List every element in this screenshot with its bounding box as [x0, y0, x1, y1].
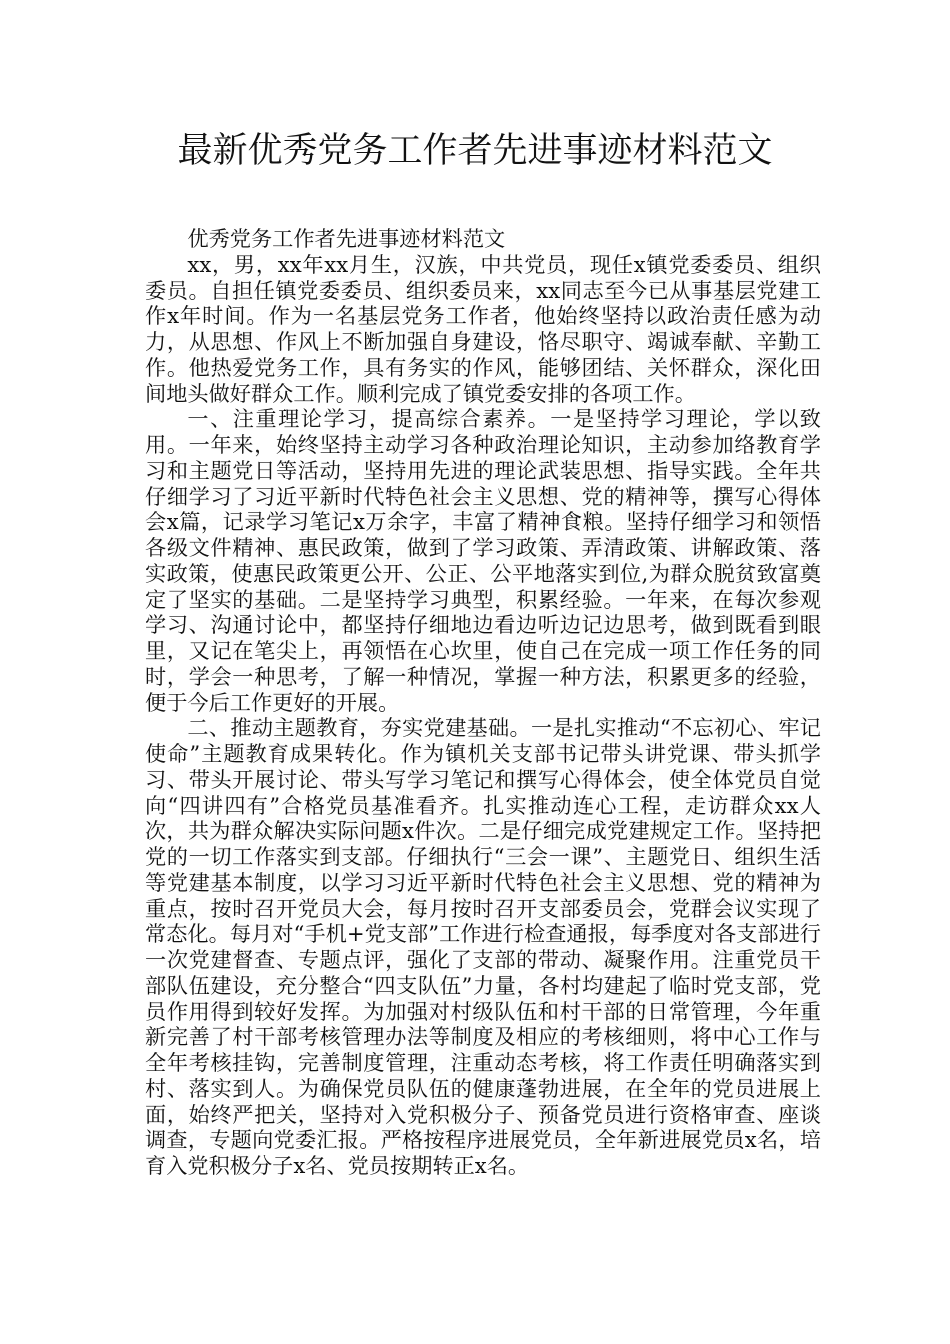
intro-paragraph: xx，男，xx年xx月生，汉族，中共党员，现任x镇党委委员、组织委员。自担任镇党委委员、组织委员来，xx同志至今已从事基层党建工作x年时间。作为一名基层党务工作者，他始终坚持以政治责任感为动力，从思想、作风上不断加强自身建设，恪尽职守、竭诚奉献、辛勤工作。他热爱党务工作，具有务实的作风，能够团结、关怀群众，深化田间地头做好群众工作。顺利完成了镇党委安排的各项工作。 [145, 251, 821, 406]
subtitle-paragraph: 优秀党务工作者先进事迹材料范文 [187, 226, 506, 251]
section-two-paragraph: 二、推动主题教育，夯实党建基础。一是扎实推动“不忘初心、牢记使命”主题教育成果转化。作为镇机关支部书记带头讲党课、带头抓学习、带头开展讨论、带头写学习笔记和撰写心得体会，使全体党员自觉向“四讲四有”合格党员基准看齐。扎实推动连心工程，走访群众xx人次，共为群众解决实际问题x件次。二是仔细完成党建规定工作。坚持把党的一切工作落实到支部。仔细执行“三会一课”、主题党日、组织生活等党建基本制度，以学习习近平新时代特色社会主义思想、党的精神为重点，按时召开党员大会，每月按时召开支部委员会，党群会议实现了常态化。每月对“手机+党支部”工作进行检查通报，每季度对各支部进行一次党建督查、专题点评，强化了支部的带动、凝聚作用。注重党员干部队伍建设，充分整合“四支队伍”力量，各村均建起了临时党支部，党员作用得到较好发挥。为加强对村级队伍和村干部的日常管理，今年重新完善了村干部考核管理办法等制度及相应的考核细则，将中心工作与全年考核挂钩，完善制度管理，注重动态考核，将工作责任明确落实到村、落实到人。为确保党员队伍的健康蓬勃进展，在全年的党员进展上面，始终严把关，坚持对入党积极分子、预备党员进行资格审查、座谈调查，专题向党委汇报。严格按程序进展党员，全年新进展党员x名，培育入党积极分子x名、党员按期转正x名。 [145, 715, 821, 1178]
document-body [145, 226, 821, 1179]
document-title: 最新优秀党务工作者先进事迹材料范文 [177, 131, 773, 171]
section-one-paragraph: 一、注重理论学习，提高综合素养。一是坚持学习理论，学以致用。一年来，始终坚持主动学习各种政治理论知识，主动参加络教育学习和主题党日等活动，坚持用先进的理论武装思想、指导实践。全年共仔细学习了习近平新时代特色社会主义思想、党的精神等，撰写心得体会x篇，记录学习笔记x万余字，丰富了精神食粮。坚持仔细学习和领悟各级文件精神、惠民政策，做到了学习政策、弄清政策、讲解政策、落实政策，使惠民政策更公开、公正、公平地落实到位,为群众脱贫致富奠定了坚实的基础。二是坚持学习典型，积累经验。一年来，在每次参观学习、沟通讨论中，都坚持仔细地边看边听边记边思考，做到既看到眼里，又记在笔尖上，再领悟在心坎里，使自己在完成一项工作任务的同时，学会一种思考，了解一种情况，掌握一种方法，积累更多的经验，便于今后工作更好的开展。 [145, 406, 821, 715]
